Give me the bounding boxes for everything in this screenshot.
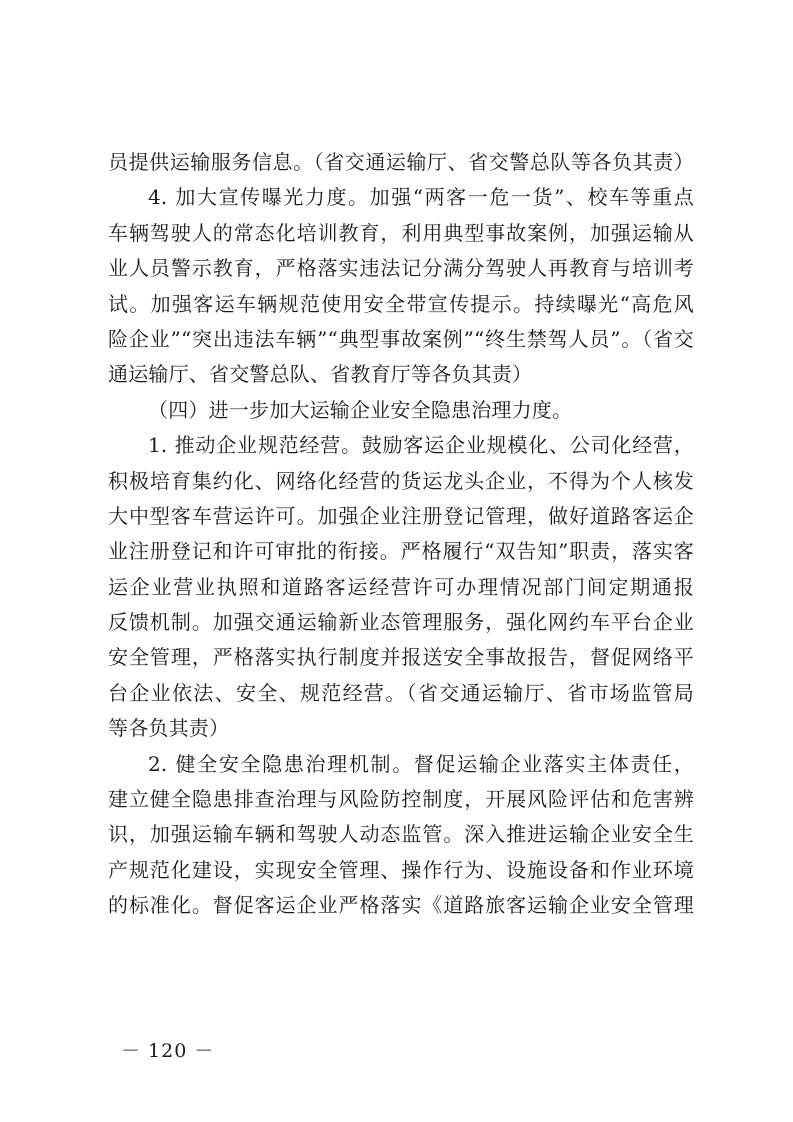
text-line: 安全管理，严格落实执行制度并报送安全事故报告，督促网络平: [108, 645, 694, 670]
paragraph-heading-1: 1. 推动企业规范经营。鼓励客运企业规模化、公司化经营，: [148, 433, 694, 458]
text-line: 的标准化。督促客运企业严格落实《道路旅客运输企业安全管理: [108, 893, 694, 918]
text-line: 运企业营业执照和道路客运经营许可办理情况部门间定期通报: [108, 574, 694, 599]
page-number: － 120 －: [121, 1040, 215, 1062]
text-line: 识，加强运输车辆和驾驶人动态监管。深入推进运输企业安全生: [108, 822, 694, 847]
text-line: 车辆驾驶人的常态化培训教育，利用典型事故案例，加强运输从: [108, 220, 694, 245]
text-line: 员提供运输服务信息。（省交通运输厅、省交警总队等各负其责）: [108, 150, 694, 174]
text-line: 积极培育集约化、网络化经营的货运龙头企业，不得为个人核发: [108, 468, 694, 493]
text-line: 等各负其责）: [108, 716, 230, 741]
text-line: 业注册登记和许可审批的衔接。严格履行“双告知”职责，落实客: [108, 539, 694, 564]
text-line: 险企业”“突出违法车辆”“典型事故案例”“终生禁驾人员”。（省交: [108, 326, 694, 351]
document-body: [108, 145, 694, 924]
text-line: 建立健全隐患排查治理与风险防控制度，开展风险评估和危害辨: [108, 787, 694, 812]
text-line: 通运输厅、省交警总队、省教育厅等各负其责）: [108, 362, 533, 387]
section-heading: （四）进一步加大运输企业安全隐患治理力度。: [148, 397, 573, 422]
text-line: 试。加强客运车辆规范使用安全带宣传提示。持续曝光“高危风: [108, 291, 694, 316]
text-line: 台企业依法、安全、规范经营。（省交通运输厅、省市场监管局: [108, 680, 694, 705]
text-line: 反馈机制。加强交通运输新业态管理服务，强化网约车平台企业: [108, 610, 694, 635]
text-line: 业人员警示教育，严格落实违法记分满分驾驶人再教育与培训考: [108, 256, 694, 281]
text-line: 大中型客车营运许可。加强企业注册登记管理，做好道路客运企: [108, 503, 694, 528]
paragraph-heading-2: 2. 健全安全隐患治理机制。督促运输企业落实主体责任，: [148, 751, 694, 776]
text-line: 产规范化建设，实现安全管理、操作行为、设施设备和作业环境: [108, 857, 694, 882]
paragraph-heading-4: 4. 加大宣传曝光力度。加强“两客一危一货”、校车等重点: [148, 185, 694, 210]
